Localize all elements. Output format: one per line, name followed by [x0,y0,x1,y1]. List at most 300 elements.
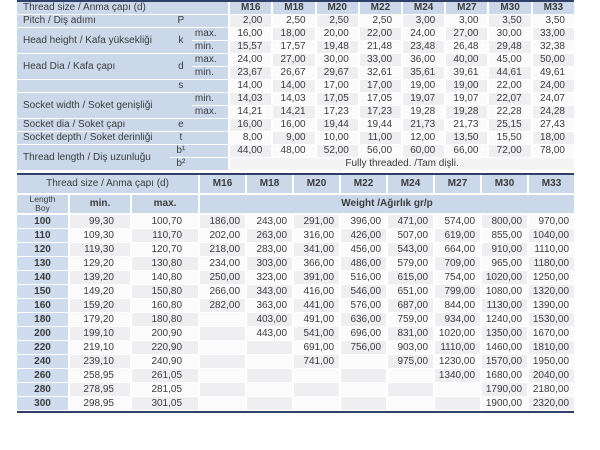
weight-value-cell: 696,00 [339,327,386,341]
spec-value-cell: 14,03 [228,93,271,106]
weights-table-row [17,285,574,299]
size-col-m16: M16 [228,2,271,15]
weight-value-cell: 1790,00 [480,383,527,397]
spec-header-row [17,2,574,15]
weight-max-cell: 150,80 [130,285,198,299]
weights-table-row [17,397,574,411]
spec-value-cell: 44,00 [228,145,271,158]
spec-value-cell: 24,28 [531,106,574,119]
weight-value-cell: 1810,00 [527,341,574,355]
spec-symbol: e [170,119,192,132]
weights-table-row [17,243,574,257]
size-col-m22: M22 [339,175,386,195]
size-col-m33: M33 [531,2,574,15]
spec-value-cell: 36,00 [401,54,444,67]
weight-length-cell: 140 [17,271,68,285]
spec-subrow-label [192,15,228,28]
spec-symbol: b¹ [170,145,192,158]
weight-value-cell [292,369,339,383]
weight-value-cell: 903,00 [386,341,433,355]
size-col-m20: M20 [292,175,339,195]
spec-value-cell: 30,00 [487,28,530,41]
weights-table-row [17,215,574,229]
spec-row-label: Head Dia / Kafa çapı [17,54,170,80]
weight-value-cell: 1230,00 [433,355,480,369]
spec-row-label: Head height / Kafa yüksekliği [17,28,170,54]
weight-value-cell: 323,00 [245,271,292,285]
spec-value-cell: 24,00 [401,28,444,41]
spec-value-cell: 48,00 [271,145,314,158]
spec-value-cell: 19,44 [315,119,358,132]
weight-columns-header: Weight /Ağırlık gr/p [198,195,574,215]
spec-value-cell: 60,00 [401,145,444,158]
weight-length-cell: 130 [17,257,68,271]
spec-value-cell: 17,05 [358,93,401,106]
spec-value-cell: 44,61 [487,67,530,80]
spec-value-cell: 32,61 [358,67,401,80]
weights-header-label: Thread size / Anma çapı (d) [17,175,198,195]
size-col-m30: M30 [480,175,527,195]
weight-value-cell [292,397,339,411]
spec-value-cell: 8,00 [228,132,271,145]
weight-value-cell: 303,00 [245,257,292,271]
weight-min-cell: 278,95 [68,383,130,397]
bottom-rule [17,411,574,413]
spec-value-cell: 3,00 [444,15,487,28]
spec-row-label: Thread length / Diş uzunluğu [17,145,170,171]
spec-value-cell: 56,00 [358,145,401,158]
spec-row-label: Socket width / Soket genişliği [17,93,170,119]
spec-value-cell: 14,21 [271,106,314,119]
weights-table-row [17,229,574,243]
spec-value-cell: 23,67 [228,67,271,80]
spec-value-cell: 22,00 [358,28,401,41]
spec-value-cell: 9,00 [271,132,314,145]
size-col-m24: M24 [401,2,444,15]
spec-value-cell: 19,28 [401,106,444,119]
spec-value-cell: 19,48 [315,41,358,54]
weight-max-cell: 100,70 [130,215,198,229]
spec-subrow-label: max. [192,28,228,41]
weight-value-cell: 831,00 [386,327,433,341]
weights-table-row [17,355,574,369]
spec-value-cell: 18,00 [271,28,314,41]
weight-value-cell: 1350,00 [480,327,527,341]
weight-value-cell: 2320,00 [527,397,574,411]
spec-value-cell: 3,50 [531,15,574,28]
spec-symbol: k [170,28,192,54]
weight-max-cell: 301,05 [130,397,198,411]
weights-table-row [17,271,574,285]
spec-value-cell: 17,57 [271,41,314,54]
spec-value-cell: 22,00 [487,80,530,93]
weight-value-cell: 491,00 [292,313,339,327]
weight-value-cell: 543,00 [386,243,433,257]
spec-row-label [17,80,170,93]
spec-value-cell: 14,00 [228,80,271,93]
weight-min-cell: 219,10 [68,341,130,355]
weight-value-cell: 1670,00 [527,327,574,341]
weight-value-cell [198,383,245,397]
spec-value-cell: 17,23 [358,106,401,119]
weight-max-cell: 281,05 [130,383,198,397]
weight-min-cell: 239,10 [68,355,130,369]
weight-value-cell: 619,00 [433,229,480,243]
spec-symbol: P [170,15,192,28]
spec-value-cell: 15,57 [228,41,271,54]
weight-value-cell: 965,00 [480,257,527,271]
min-column-header: min. [68,195,130,215]
weight-value-cell [339,397,386,411]
spec-value-cell: 14,00 [271,80,314,93]
weight-length-cell: 260 [17,369,68,383]
weight-value-cell: 250,00 [198,271,245,285]
size-col-m27: M27 [433,175,480,195]
weight-value-cell [245,369,292,383]
spec-value-cell: 40,00 [444,54,487,67]
weight-value-cell: 1900,00 [480,397,527,411]
weight-min-cell: 159,20 [68,299,130,313]
spec-value-cell: 2,50 [358,15,401,28]
weight-value-cell: 486,00 [339,257,386,271]
spec-symbol [170,93,192,119]
spec-value-cell: 19,44 [358,119,401,132]
weight-value-cell: 756,00 [339,341,386,355]
weight-length-cell: 200 [17,327,68,341]
weight-value-cell: 1250,00 [527,271,574,285]
weight-value-cell: 234,00 [198,257,245,271]
weight-max-cell: 180,80 [130,313,198,327]
size-col-m20: M20 [315,2,358,15]
weight-max-cell: 261,05 [130,369,198,383]
weight-value-cell [339,355,386,369]
spec-value-cell: 49,61 [531,67,574,80]
size-col-m16: M16 [198,175,245,195]
weight-value-cell: 2040,00 [527,369,574,383]
spec-subrow-label: min. [192,93,228,106]
spec-value-cell: 3,00 [401,15,444,28]
weight-min-cell: 149,20 [68,285,130,299]
weight-value-cell: 1110,00 [433,341,480,355]
weight-value-cell: 443,00 [245,327,292,341]
weight-value-cell: 800,00 [480,215,527,229]
weight-value-cell: 709,00 [433,257,480,271]
weight-value-cell: 396,00 [339,215,386,229]
weight-value-cell: 1180,00 [527,257,574,271]
weight-value-cell: 910,00 [480,243,527,257]
weight-value-cell: 291,00 [292,215,339,229]
size-col-m18: M18 [245,175,292,195]
length-label-tr: Boy [35,202,50,213]
size-col-m22: M22 [358,2,401,15]
size-col-m27: M27 [444,2,487,15]
weight-length-cell: 160 [17,299,68,313]
weights-table-row [17,257,574,271]
spec-value-cell: 27,00 [444,28,487,41]
weight-min-cell: 298,95 [68,397,130,411]
weight-value-cell: 263,00 [245,229,292,243]
spec-value-cell: 24,07 [531,93,574,106]
weight-length-cell: 240 [17,355,68,369]
weight-value-cell: 651,00 [386,285,433,299]
weight-value-cell: 416,00 [292,285,339,299]
spec-value-cell: 26,48 [444,41,487,54]
weight-value-cell: 316,00 [292,229,339,243]
weight-value-cell: 741,00 [292,355,339,369]
weight-value-cell: 576,00 [339,299,386,313]
spec-value-cell: 3,50 [487,15,530,28]
spec-value-cell: 10,00 [315,132,358,145]
spec-value-cell: 29,67 [315,67,358,80]
weight-max-cell: 200,90 [130,327,198,341]
spec-header-label: Thread size / Anma çapı (d) [17,2,228,15]
spec-value-cell: 19,00 [401,80,444,93]
weight-length-cell: 220 [17,341,68,355]
weight-min-cell: 139,20 [68,271,130,285]
weights-table-row [17,369,574,383]
weight-value-cell [198,397,245,411]
weight-value-cell: 1240,00 [480,313,527,327]
weight-value-cell: 546,00 [339,285,386,299]
weight-max-cell: 220,90 [130,341,198,355]
weight-value-cell: 507,00 [386,229,433,243]
spec-value-cell: 72,00 [487,145,530,158]
weight-value-cell [198,341,245,355]
spec-value-cell: 30,00 [315,54,358,67]
weight-value-cell: 975,00 [386,355,433,369]
tables-container [17,0,574,413]
weight-min-cell: 199,10 [68,327,130,341]
weight-value-cell: 615,00 [386,271,433,285]
weight-value-cell: 1390,00 [527,299,574,313]
size-col-m24: M24 [386,175,433,195]
weight-value-cell: 844,00 [433,299,480,313]
spec-value-cell: 19,07 [444,93,487,106]
weight-value-cell: 441,00 [292,299,339,313]
weight-min-cell: 99,30 [68,215,130,229]
weight-value-cell: 202,00 [198,229,245,243]
weight-min-cell: 258,95 [68,369,130,383]
spec-subrow-label [192,158,228,171]
spec-symbol: d [170,54,192,80]
weight-value-cell [386,397,433,411]
spec-value-cell: 22,28 [487,106,530,119]
spec-subrow-label: max. [192,106,228,119]
weight-value-cell [339,369,386,383]
weight-value-cell: 1320,00 [527,285,574,299]
spec-subrow-label [192,80,228,93]
spec-value-cell: 52,00 [315,145,358,158]
weight-value-cell: 1680,00 [480,369,527,383]
weight-length-cell: 180 [17,313,68,327]
weight-value-cell: 664,00 [433,243,480,257]
spec-value-cell: 16,00 [228,119,271,132]
spec-value-cell: 19,28 [444,106,487,119]
spec-value-cell: 19,07 [401,93,444,106]
spec-value-cell: 35,61 [401,67,444,80]
weight-value-cell: 403,00 [245,313,292,327]
weight-value-cell [245,341,292,355]
spec-value-cell: 16,00 [271,119,314,132]
weight-value-cell: 456,00 [339,243,386,257]
weight-value-cell: 1530,00 [527,313,574,327]
weight-value-cell: 343,00 [245,285,292,299]
spec-subrow-label [192,132,228,145]
weight-value-cell: 691,00 [292,341,339,355]
spec-subrow-label [192,119,228,132]
weight-value-cell: 283,00 [245,243,292,257]
weights-table-row [17,341,574,355]
spec-value-cell: 45,00 [487,54,530,67]
weight-value-cell: 186,00 [198,215,245,229]
spec-value-cell: 20,00 [315,28,358,41]
weight-value-cell [386,383,433,397]
spec-subrow-label [192,145,228,158]
spec-value-cell: 27,43 [531,119,574,132]
length-column-header [17,195,68,215]
spec-value-cell: 23,48 [401,41,444,54]
weight-value-cell: 1460,00 [480,341,527,355]
weight-value-cell [433,383,480,397]
spec-value-cell: 11,00 [358,132,401,145]
weight-length-cell: 280 [17,383,68,397]
spec-value-cell: 33,00 [358,54,401,67]
weight-max-cell: 140,80 [130,271,198,285]
spec-value-cell: 24,00 [531,80,574,93]
weight-value-cell [339,383,386,397]
length-label-en: Length [29,194,56,204]
spec-value-cell: 22,07 [487,93,530,106]
weights-header-row-2 [17,195,574,215]
weight-value-cell: 471,00 [386,215,433,229]
weight-value-cell [245,383,292,397]
weight-value-cell [198,327,245,341]
weight-value-cell: 426,00 [339,229,386,243]
spec-value-cell: 17,00 [358,80,401,93]
weights-header-row-1 [17,175,574,195]
weight-value-cell [198,313,245,327]
weight-value-cell: 266,00 [198,285,245,299]
spec-value-cell: 2,50 [271,15,314,28]
weights-table-row [17,313,574,327]
weight-value-cell [245,355,292,369]
weights-table-row [17,383,574,397]
weight-value-cell: 391,00 [292,271,339,285]
weight-value-cell: 799,00 [433,285,480,299]
spec-value-cell: 21,48 [358,41,401,54]
weight-min-cell: 119,30 [68,243,130,257]
weight-value-cell: 218,00 [198,243,245,257]
weight-value-cell [386,369,433,383]
spec-value-cell: 15,50 [487,132,530,145]
size-col-m33: M33 [527,175,574,195]
weight-value-cell: 754,00 [433,271,480,285]
spec-symbol: t [170,132,192,145]
spec-value-cell: 12,00 [401,132,444,145]
spec-value-cell: 14,21 [228,106,271,119]
spec-value-cell: 33,00 [531,28,574,41]
spec-subrow-label: max. [192,54,228,67]
spec-table [17,2,574,171]
weight-value-cell: 687,00 [386,299,433,313]
weight-value-cell: 1130,00 [480,299,527,313]
weight-value-cell [198,369,245,383]
weight-value-cell [433,397,480,411]
spec-value-cell: 50,00 [531,54,574,67]
spec-value-cell: 21,73 [401,119,444,132]
spec-value-cell: 2,50 [315,15,358,28]
weight-value-cell: 1570,00 [480,355,527,369]
weight-value-cell: 1950,00 [527,355,574,369]
weight-value-cell: 636,00 [339,313,386,327]
weight-length-cell: 300 [17,397,68,411]
spec-value-cell: 18,00 [531,132,574,145]
spec-row-label: Socket depth / Soket derinliği [17,132,170,145]
spec-subrow-label: min. [192,67,228,80]
weight-value-cell: 579,00 [386,257,433,271]
spec-value-cell: 13,50 [444,132,487,145]
weight-min-cell: 109,30 [68,229,130,243]
weight-min-cell: 129,20 [68,257,130,271]
spec-value-cell: 16,00 [228,28,271,41]
weight-value-cell [245,397,292,411]
spec-symbol: b² [170,158,192,171]
weight-value-cell: 341,00 [292,243,339,257]
spec-value-cell: 29,48 [487,41,530,54]
spec-value-cell: 26,67 [271,67,314,80]
weight-value-cell: 363,00 [245,299,292,313]
spec-value-cell: 2,00 [228,15,271,28]
spec-subrow-label: min. [192,41,228,54]
weight-value-cell: 243,00 [245,215,292,229]
weight-value-cell: 1040,00 [527,229,574,243]
weights-table [17,175,574,411]
weight-value-cell: 1110,00 [527,243,574,257]
spec-value-cell: 25,15 [487,119,530,132]
weight-value-cell: 759,00 [386,313,433,327]
weight-value-cell: 574,00 [433,215,480,229]
weight-value-cell: 541,00 [292,327,339,341]
weight-value-cell: 1080,00 [480,285,527,299]
weight-max-cell: 160,80 [130,299,198,313]
weight-value-cell: 934,00 [433,313,480,327]
weight-max-cell: 120,70 [130,243,198,257]
spec-value-cell: 39,61 [444,67,487,80]
spec-value-cell: 19,00 [444,80,487,93]
weight-value-cell: 1020,00 [433,327,480,341]
weight-length-cell: 150 [17,285,68,299]
spec-value-cell: 17,23 [315,106,358,119]
spec-value-cell: 21,73 [444,119,487,132]
weight-max-cell: 130,80 [130,257,198,271]
size-col-m18: M18 [271,2,314,15]
spec-symbol: s [170,80,192,93]
spec-value-cell: 24,00 [228,54,271,67]
weight-length-cell: 110 [17,229,68,243]
weight-max-cell: 110,70 [130,229,198,243]
weight-length-cell: 100 [17,215,68,229]
spec-value-cell: 17,00 [315,80,358,93]
spec-value-cell: 27,00 [271,54,314,67]
max-column-header: max. [130,195,198,215]
spec-row-label: Pitch / Diş adımı [17,15,170,28]
spec-value-cell: 78,00 [531,145,574,158]
weights-table-row [17,299,574,313]
weight-value-cell: 366,00 [292,257,339,271]
weight-value-cell: 970,00 [527,215,574,229]
spec-value-cell: 14,03 [271,93,314,106]
weight-value-cell [198,355,245,369]
